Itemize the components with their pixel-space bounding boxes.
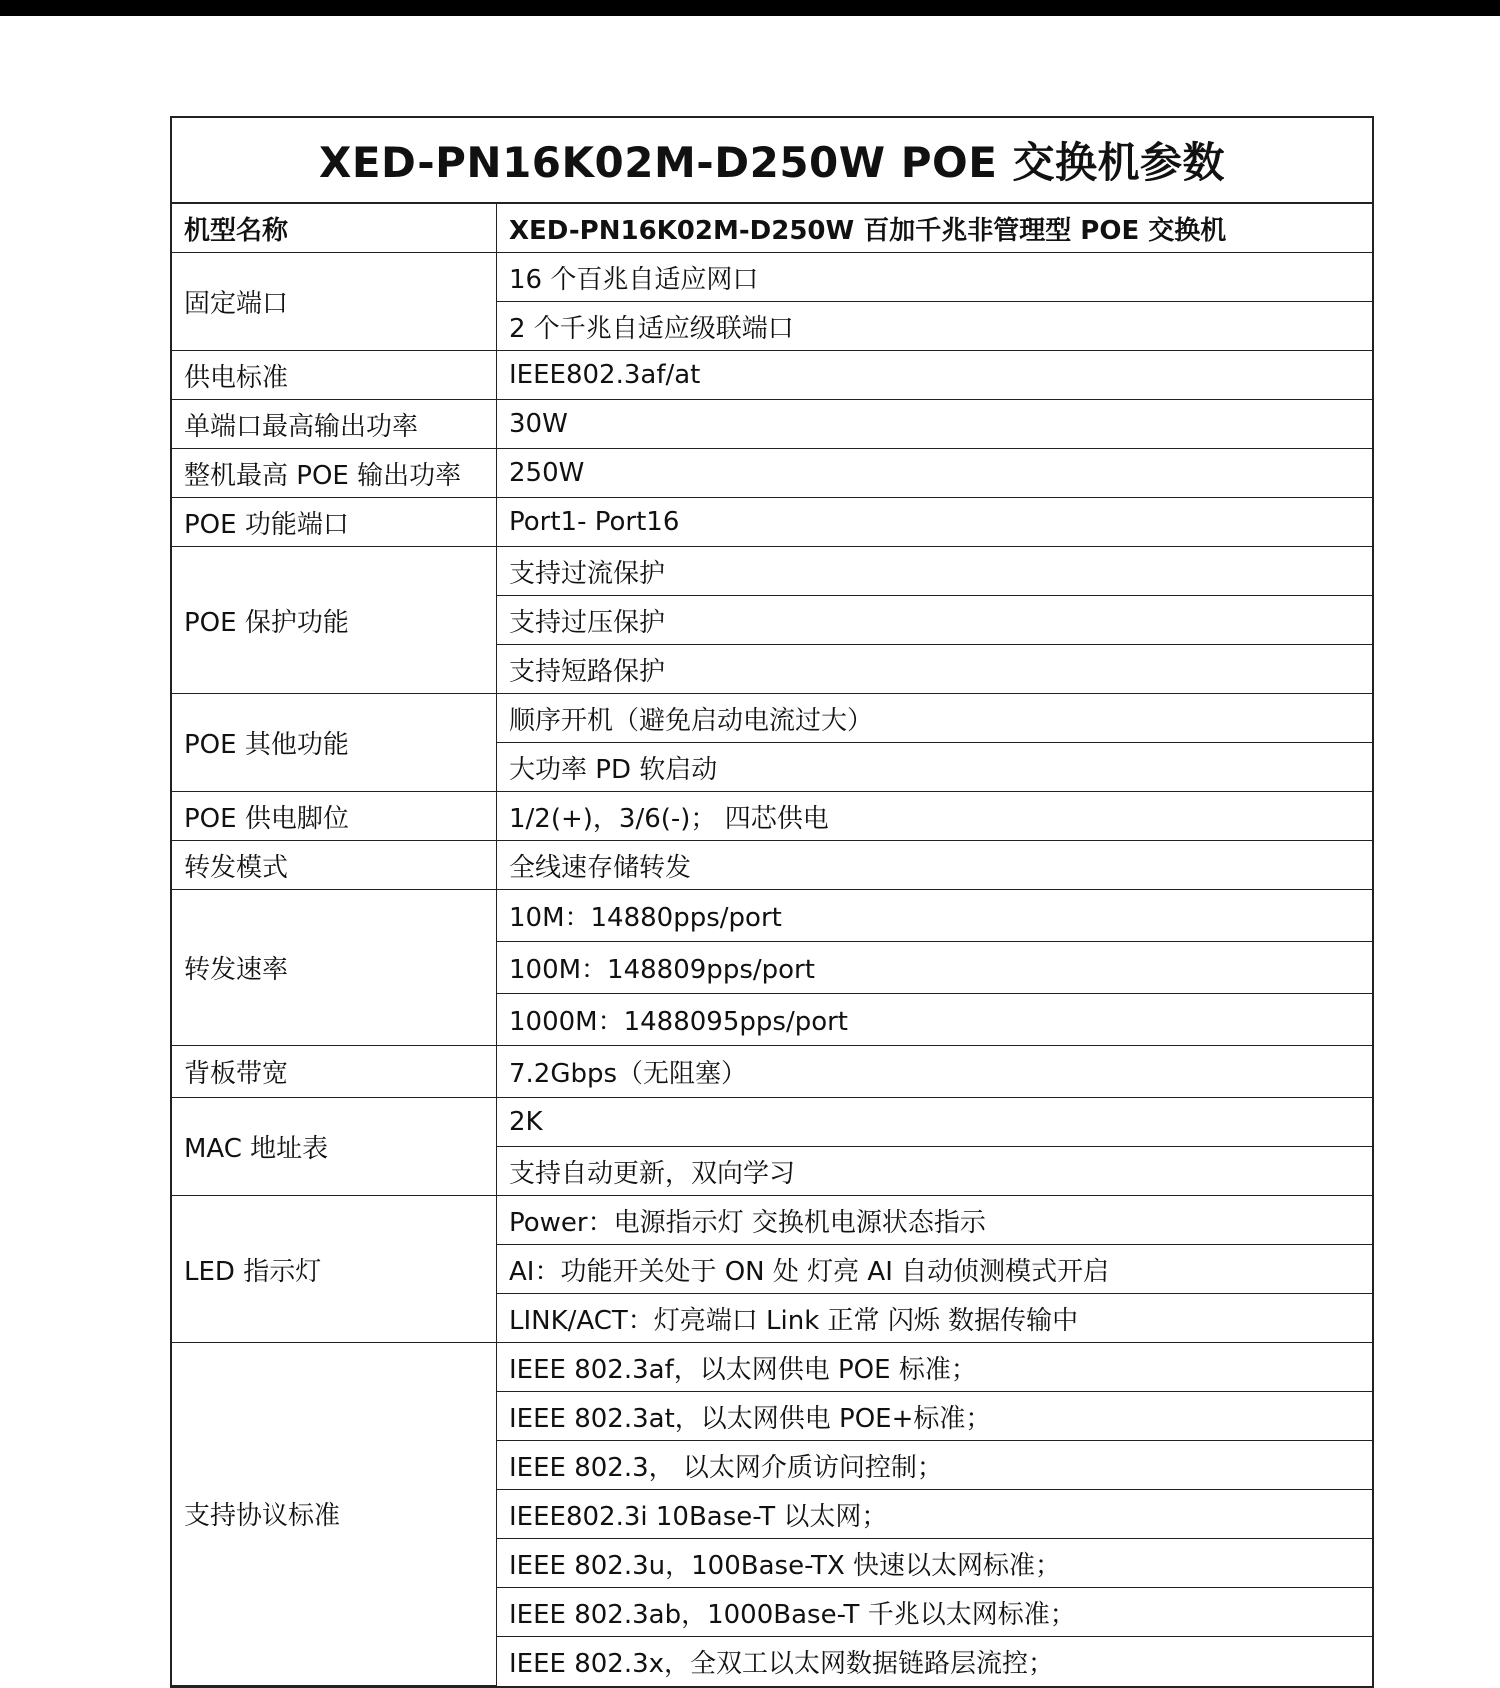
spec-value: 100M：148809pps/port: [497, 942, 1373, 994]
spec-value: 支持过压保护: [497, 596, 1373, 645]
spec-value: IEEE802.3af/at: [497, 351, 1373, 400]
spec-value: 支持自动更新，双向学习: [497, 1147, 1373, 1196]
table-row: [172, 498, 1372, 547]
spec-sheet: [170, 116, 1374, 1688]
spec-value: 2 个千兆自适应级联端口: [497, 302, 1373, 351]
spec-value: LINK/ACT：灯亮端口 Link 正常 闪烁 数据传输中: [497, 1294, 1373, 1343]
spec-value: 30W: [497, 400, 1373, 449]
spec-value: IEEE 802.3， 以太网介质访问控制；: [497, 1441, 1373, 1490]
spec-value: 全线速存储转发: [497, 841, 1373, 890]
spec-value: 2K: [497, 1098, 1373, 1147]
spec-label: 转发模式: [172, 841, 497, 890]
spec-value: 1000M：1488095pps/port: [497, 994, 1373, 1046]
spec-label: POE 功能端口: [172, 498, 497, 547]
page-title: XED-PN16K02M-D250W POE 交换机参数: [172, 118, 1372, 204]
spec-value: 7.2Gbps（无阻塞）: [497, 1046, 1373, 1098]
spec-value: 1/2(+)，3/6(-)； 四芯供电: [497, 792, 1373, 841]
table-row: [172, 204, 1372, 253]
spec-label: POE 保护功能: [172, 547, 497, 694]
table-row: [172, 890, 1372, 942]
table-row: [172, 841, 1372, 890]
spec-label: 供电标准: [172, 351, 497, 400]
spec-value: 支持短路保护: [497, 645, 1373, 694]
spec-value: 支持过流保护: [497, 547, 1373, 596]
table-row: [172, 253, 1372, 302]
spec-label: LED 指示灯: [172, 1196, 497, 1343]
spec-value: IEEE802.3i 10Base-T 以太网；: [497, 1490, 1373, 1539]
spec-table: [172, 204, 1372, 1686]
spec-label: POE 其他功能: [172, 694, 497, 792]
table-row: [172, 547, 1372, 596]
spec-value: IEEE 802.3ab，1000Base-T 千兆以太网标准；: [497, 1588, 1373, 1637]
spec-label: 转发速率: [172, 890, 497, 1046]
table-row: [172, 694, 1372, 743]
spec-label: 背板带宽: [172, 1046, 497, 1098]
spec-value: 顺序开机（避免启动电流过大）: [497, 694, 1373, 743]
spec-label: 支持协议标准: [172, 1343, 497, 1686]
spec-value: Power：电源指示灯 交换机电源状态指示: [497, 1196, 1373, 1245]
spec-label: 单端口最高输出功率: [172, 400, 497, 449]
top-bar: [0, 0, 1500, 16]
table-row: [172, 1196, 1372, 1245]
spec-value: 10M：14880pps/port: [497, 890, 1373, 942]
spec-value: IEEE 802.3x，全双工以太网数据链路层流控；: [509, 1648, 1055, 1679]
spec-label: 固定端口: [172, 253, 497, 351]
table-row: [172, 1098, 1372, 1147]
table-row: [172, 351, 1372, 400]
spec-label: 机型名称: [172, 204, 497, 253]
spec-value: AI：功能开关处于 ON 处 灯亮 AI 自动侦测模式开启: [497, 1245, 1373, 1294]
spec-value: IEEE 802.3af，以太网供电 POE 标准；: [497, 1343, 1373, 1392]
table-row: [172, 1046, 1372, 1098]
spec-value: IEEE 802.3at，以太网供电 POE+标准；: [497, 1392, 1373, 1441]
spec-value: IEEE 802.3u，100Base-TX 快速以太网标准；: [497, 1539, 1373, 1588]
spec-label: MAC 地址表: [172, 1098, 497, 1196]
spec-value: 大功率 PD 软启动: [497, 743, 1373, 792]
spec-value: 250W: [497, 449, 1373, 498]
spec-value: Port1- Port16: [497, 498, 1373, 547]
spec-value: XED-PN16K02M-D250W 百加千兆非管理型 POE 交换机: [497, 204, 1373, 253]
table-row: [172, 449, 1372, 498]
table-row: [172, 400, 1372, 449]
spec-label: 整机最高 POE 输出功率: [172, 449, 497, 498]
spec-value: 16 个百兆自适应网口: [497, 253, 1373, 302]
table-row: [172, 1343, 1372, 1392]
table-row: [172, 792, 1372, 841]
spec-label: POE 供电脚位: [172, 792, 497, 841]
